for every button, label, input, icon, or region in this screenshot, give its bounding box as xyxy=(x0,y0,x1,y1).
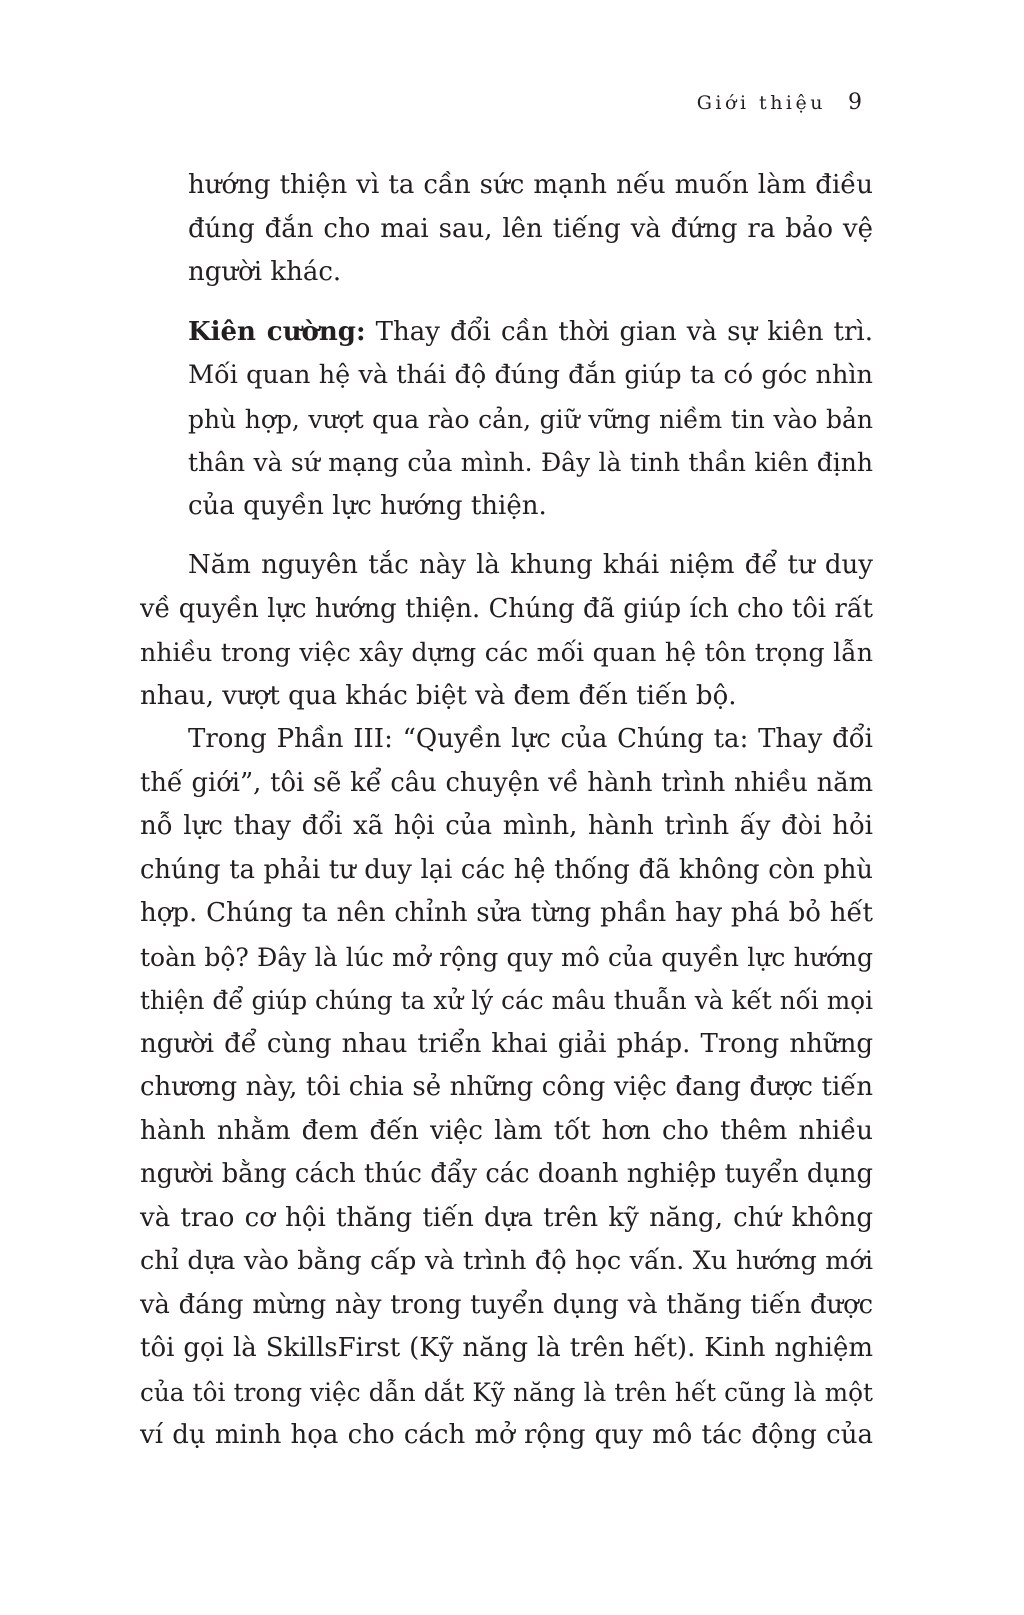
running-header xyxy=(697,90,862,115)
text-line: nhiều trong việc xây dựng các mối quan hệ tôn trọng lẫn xyxy=(140,638,873,667)
text-line: Mối quan hệ và thái độ đúng đắn giúp ta có góc nhìn xyxy=(188,360,873,390)
text-line: toàn bộ? Đây là lúc mở rộng quy mô của quyền lực hướng xyxy=(140,942,873,972)
text-line: thiện để giúp chúng ta xử lý các mâu thuẫn và kết nối mọi xyxy=(140,986,873,1015)
text-line: của tôi trong việc dẫn dắt Kỹ năng là trên hết cũng là một xyxy=(140,1377,873,1407)
paragraph-spacer xyxy=(140,295,873,311)
body-text xyxy=(140,164,873,1458)
text-line: người để cùng nhau triển khai giải pháp. Trong những xyxy=(140,1028,873,1059)
section-title: Giới thiệu xyxy=(696,92,826,114)
text-line: hợp. Chúng ta nên chỉnh sửa từng phần hay phá bỏ hết xyxy=(140,898,873,928)
text-line: và đáng mừng này trong tuyển dụng và thăng tiến được xyxy=(140,1289,873,1320)
text-line: hướng thiện vì ta cần sức mạnh nếu muốn làm điều xyxy=(188,170,873,200)
text-line: nỗ lực thay đổi xã hội của mình, hành trình ấy đòi hỏi xyxy=(140,811,873,841)
text-line: phù hợp, vượt qua rào cản, giữ vững niềm tin vào bản xyxy=(188,404,873,434)
text-line: người khác. xyxy=(188,257,342,287)
text-line: thân và sứ mạng của mình. Đây là tinh thần kiên định xyxy=(188,448,873,477)
paragraph-spacer xyxy=(140,528,873,544)
text-line: chương này, tôi chia sẻ những công việc đang được tiến xyxy=(140,1072,873,1102)
text-line: hành nhằm đem đến việc làm tốt hơn cho thêm nhiều xyxy=(140,1115,873,1146)
text-line: ví dụ minh họa cho cách mở rộng quy mô tác động của xyxy=(140,1420,873,1450)
page-number: 9 xyxy=(848,90,862,115)
text-line: Trong Phần III: “Quyền lực của Chúng ta: Thay đổi xyxy=(188,724,873,754)
text-line: thế giới”, tôi sẽ kể câu chuyện về hành trình nhiều năm xyxy=(140,767,873,798)
text-line xyxy=(188,311,873,355)
paragraph-principles xyxy=(140,544,873,718)
paragraph-list-continuation xyxy=(140,164,873,295)
text-line: Năm nguyên tắc này là khung khái niệm để tư duy xyxy=(188,550,873,580)
text-line: đúng đắn cho mai sau, lên tiếng và đứng ra bảo vệ xyxy=(188,213,873,244)
text-line: chỉ dựa vào bằng cấp và trình độ học vấn. Xu hướng mới xyxy=(140,1246,873,1276)
term-label: Kiên cường: xyxy=(188,316,366,347)
text-line: người bằng cách thúc đẩy các doanh nghiệp tuyển dụng xyxy=(140,1159,873,1189)
text-line: và trao cơ hội thăng tiến dựa trên kỹ năng, chứ không xyxy=(140,1202,873,1233)
term-definition-start: Thay đổi cần thời gian và sự kiên trì. xyxy=(365,316,873,347)
paragraph-resilience xyxy=(140,311,873,529)
paragraph-part-three xyxy=(140,718,873,1458)
text-line: chúng ta phải tư duy lại các hệ thống đã không còn phù xyxy=(140,854,873,885)
text-line: tôi gọi là SkillsFirst (Kỹ năng là trên hết). Kinh nghiệm xyxy=(140,1333,873,1363)
text-line: của quyền lực hướng thiện. xyxy=(188,490,547,521)
text-line: về quyền lực hướng thiện. Chúng đã giúp ích cho tôi rất xyxy=(140,593,873,624)
text-line: nhau, vượt qua khác biệt và đem đến tiến bộ. xyxy=(140,680,737,711)
